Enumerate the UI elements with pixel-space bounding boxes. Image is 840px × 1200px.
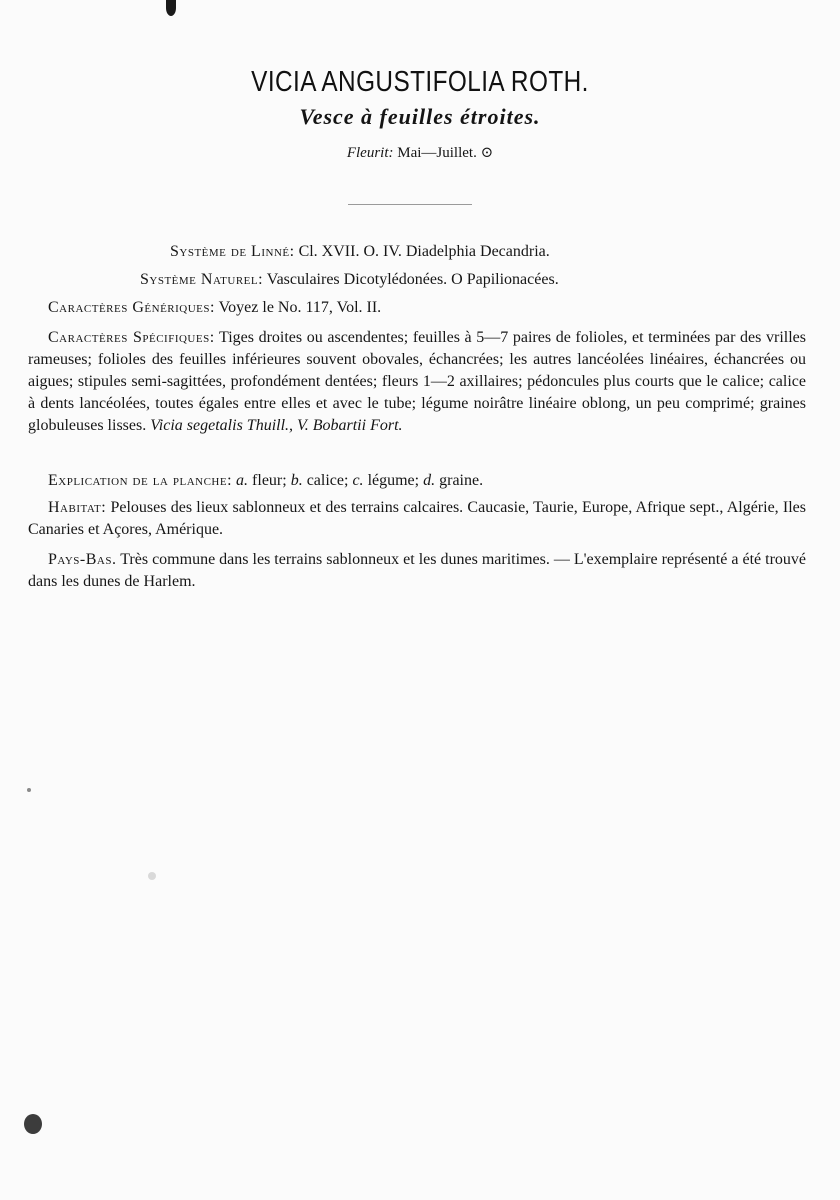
- natural-label: Système Naturel:: [140, 271, 264, 288]
- specific-synonyms: Vicia segetalis Thuill., V. Bobartii Fort.: [150, 417, 403, 434]
- species-title: VICIA ANGUSTIFOLIA ROTH.: [251, 66, 589, 98]
- flowering-label: Fleurit:: [346, 145, 394, 161]
- paper-blemish: [148, 872, 156, 880]
- ink-spot: [24, 1114, 42, 1134]
- explanation-key: a.: [236, 472, 249, 489]
- explanation-key: b.: [290, 472, 303, 489]
- plate-explanation: [28, 470, 806, 492]
- linne-system: [170, 243, 550, 261]
- habitat-text: Pelouses des lieux sablonneux et des terrains calcaires. Caucasie, Taurie, Europe, Afrique sept., Algérie, Iles Canaries et Açores, Amérique.: [28, 499, 807, 538]
- paysbas-text: Très commune dans les terrains sablonneux et les dunes maritimes. — L'exemplaire représenté a été trouvé dans les dunes de Harlem.: [28, 551, 806, 590]
- habitat-label: Habitat:: [48, 499, 107, 516]
- specific-label: Caractères Spécifiques:: [48, 329, 215, 346]
- natural-text: Vasculaires Dicotylédonées. O Papilionacées.: [266, 271, 559, 288]
- divider: [348, 204, 472, 205]
- explanation-label: Explication de la planche:: [48, 472, 233, 489]
- generic-text: Voyez le No. 117, Vol. II.: [218, 299, 382, 316]
- common-name: Vesce à feuilles étroites.: [299, 104, 541, 129]
- generic-characters: [48, 299, 381, 317]
- explanation-text: calice;: [306, 472, 349, 489]
- ink-spot: [166, 0, 176, 16]
- explanation-text: graine.: [439, 472, 484, 489]
- habitat: [28, 497, 806, 541]
- explanation-key: d.: [423, 472, 436, 489]
- explanation-key: c.: [352, 472, 364, 489]
- netherlands-distribution: [28, 549, 806, 593]
- explanation-text: fleur;: [252, 472, 287, 489]
- linne-text: Cl. XVII. O. IV. Diadelphia Decandria.: [298, 243, 550, 260]
- generic-label: Caractères Génériques:: [48, 299, 215, 316]
- annual-symbol: ⊙: [480, 145, 494, 161]
- explanation-text: légume;: [367, 472, 420, 489]
- linne-label: Système de Linné:: [170, 243, 295, 260]
- ink-spot: [27, 788, 31, 792]
- natural-system: [140, 271, 559, 289]
- paysbas-label: Pays-Bas.: [48, 551, 117, 568]
- flowering-period: [0, 143, 840, 162]
- specific-characters: [28, 327, 806, 437]
- flowering-value: Mai—Juillet.: [397, 145, 477, 161]
- specific-text: Tiges droites ou ascendentes; feuilles à 5—7 paires de folioles, et terminées par des vrilles rameuses; folioles des feuilles inférieures souvent obovales, échancrées; les autres lancéolées linéaires, échancrées ou aigues; stipules semi-sagittées, profondément dentées; fleurs 1—2 axillaires; pédoncules plus courts que le calice; calice à dents lancéolées, toutes égales entre elles et avec le tube; légume noirâtre linéaire oblong, un peu comprimé; graines globuleuses lisses.: [28, 329, 806, 434]
